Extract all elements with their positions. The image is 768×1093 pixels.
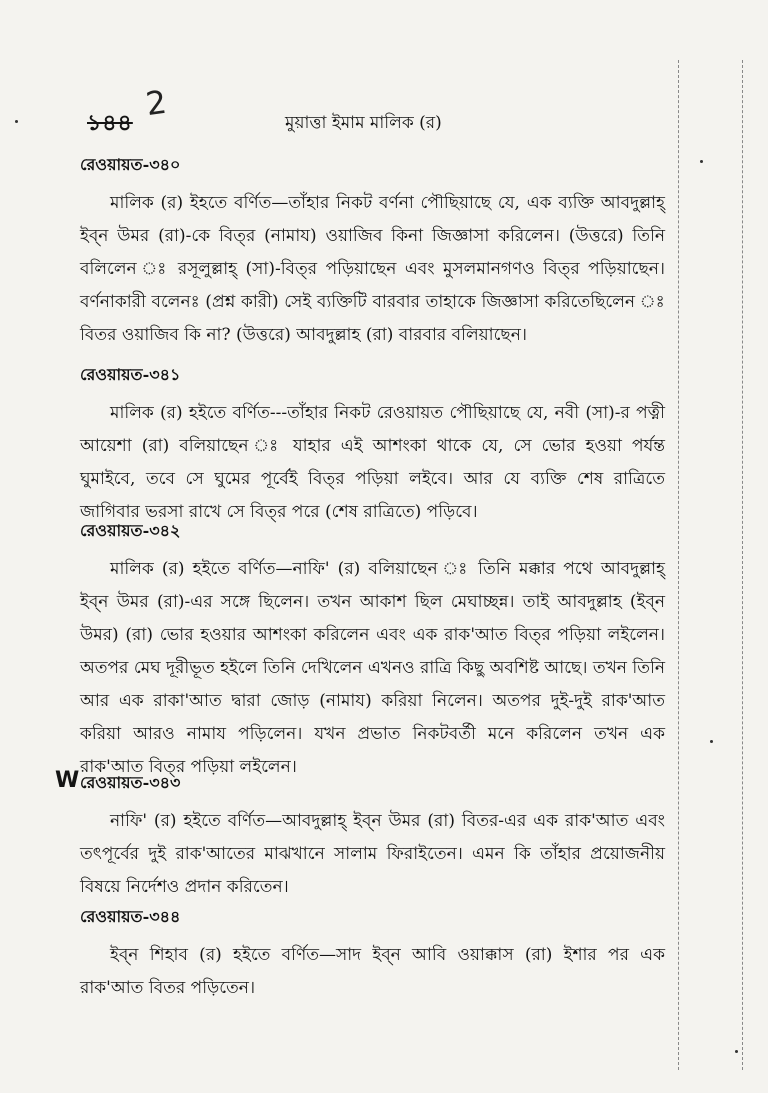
section-heading: রেওয়ায়ত-৩৪১ — [80, 365, 181, 384]
hadith-section-344 — [80, 904, 665, 1023]
hadith-section-343 — [80, 770, 665, 922]
hadith-section-340 — [80, 152, 665, 370]
section-heading: রেওয়ায়ত-৩৪৪ — [80, 907, 181, 926]
scan-edge-line — [742, 60, 743, 1070]
margin-mark: W — [55, 768, 80, 793]
scan-speck — [700, 160, 703, 163]
page-header — [80, 82, 680, 136]
section-heading: রেওয়ায়ত-৩৪২ — [80, 521, 181, 540]
section-text: মালিক (র) হইতে বর্ণিত—নাফি' (র) বলিয়াছেন ঃ তিনি মক্কার পথে আবদুল্লাহ্ ইব্‌ন উমর (রা)-এর সঙ্গে ছিলেন। তখন আকাশ ছিল মেঘাচ্ছন্ন। তাই আবদুল্লাহ (ইব্‌ন উমর) (রা) ভোর হওয়ার আশংকা করিলেন এবং এক রাক'আত বিত্‌র পড়িয়া লইলেন। অতপর মেঘ দূরীভূত হইলে তিনি দেখিলেন এখনও রাত্রি কিছু অবশিষ্ট আছে। তখন তিনি আর এক রাকা'আত দ্বারা জোড় (নামায) করিয়া নিলেন। অতপর দুই-দুই রাক'আত করিয়া আরও নামায পড়িলেন। যখন প্রভাত নিকটবর্তী মনে করিলেন তখন এক রাক'আত বিত্‌র পড়িয়া লইলেন। — [80, 559, 665, 777]
scan-speck — [735, 1050, 738, 1053]
section-text: ইব্‌ন শিহাব (র) হইতে বর্ণিত—সাদ ইব্‌ন আবি ওয়াক্কাস (রা) ইশার পর এক রাক'আত বিতর পড়িতেন। — [80, 945, 665, 998]
section-text: নাফি' (র) হইতে বর্ণিত—আবদুল্লাহ্ ইব্‌ন উমর (রা) বিতর-এর এক রাক'আত এবং তৎপূর্বের দুই রাক'আতের মাঝখানে সালাম ফিরাইতেন। এমন কি তাঁহার প্রয়োজনীয় বিষয়ে নির্দেশও প্রদান করিতেন। — [80, 811, 665, 897]
scan-edge-line — [678, 60, 679, 1070]
section-heading: রেওয়ায়ত-৩৪০ — [80, 155, 181, 174]
scan-speck — [15, 120, 18, 123]
scan-speck — [710, 740, 713, 743]
hadith-section-342 — [80, 518, 665, 802]
page-number: ১৪৪ — [87, 110, 133, 136]
running-title: মুয়াত্তা ইমাম মালিক (র) — [285, 113, 442, 133]
section-heading: রেওয়ায়ত-৩৪৩ — [80, 773, 181, 792]
handwritten-note: 2 — [143, 82, 169, 124]
section-text: মালিক (র) ইহতে বর্ণিত—তাঁহার নিকট বর্ণনা পৌছিয়াছে যে, এক ব্যক্তি আবদুল্লাহ্ ইব্‌ন উমর (রা)-কে বিত্‌র (নামায) ওয়াজিব কিনা জিজ্ঞাসা করিলেন। (উত্তরে) তিনি বলিলেন ঃ রসূলুল্লাহ্ (সা)-বিত্‌র পড়িয়াছেন এবং মুসলমানগণও বিত্‌র পড়িয়াছেন। বর্ণনাকারী বলেনঃ (প্রশ্ন কারী) সেই ব্যক্তিটি বারবার তাহাকে জিজ্ঞাসা করিতেছিলেন ঃ বিতর ওয়াজিব কি না? (উত্তরে) আবদুল্লাহ (রা) বারবার বলিয়াছেন। — [80, 193, 665, 345]
section-text: মালিক (র) হইতে বর্ণিত---তাঁহার নিকট রেওয়ায়ত পৌছিয়াছে যে, নবী (সা)-র পত্নী আয়েশা (রা) বলিয়াছেন ঃ যাহার এই আশংকা থাকে যে, সে ভোর হওয়া পর্যন্ত ঘুমাইবে, তবে সে ঘুমের পূর্বেই বিত্‌র পড়িয়া লইবে। আর যে ব্যক্তি শেষ রাত্রিতে জাগিবার ভরসা রাখে সে বিত্‌র পরে (শেষ রাত্রিতে) পড়িবে। — [80, 403, 665, 522]
